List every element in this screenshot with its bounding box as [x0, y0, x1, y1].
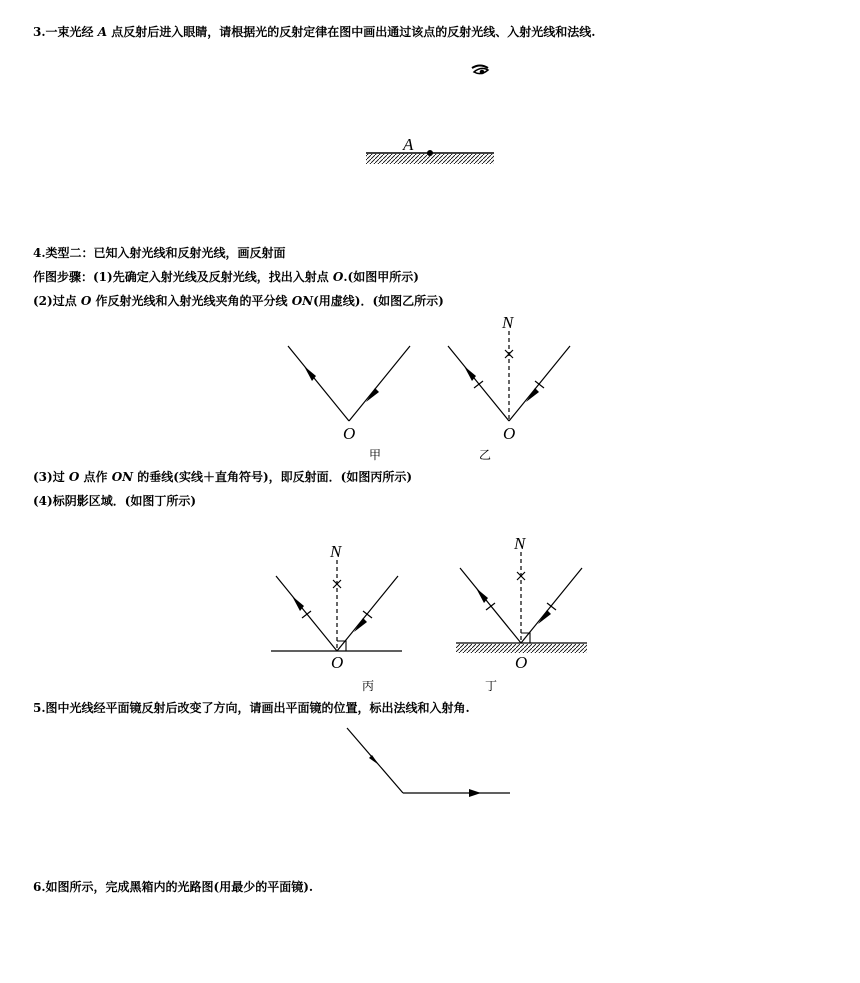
figure-bing — [268, 540, 408, 675]
caption-yi: 乙 — [479, 448, 492, 462]
point-a-label: A — [403, 135, 414, 154]
reflected-arrow — [469, 789, 481, 797]
question-4-title: 4.类型二：已知入射光线和反射光线，画反射面 — [33, 246, 286, 260]
caption-ding: 丁 — [485, 679, 498, 693]
incident-ray — [521, 568, 582, 643]
eye-icon — [472, 66, 488, 75]
figure-q3 — [355, 55, 515, 175]
incident-ray — [509, 346, 570, 421]
normal-label: N — [502, 313, 514, 332]
point-a — [427, 150, 433, 156]
point-o-label: O — [331, 653, 344, 672]
figure-q5 — [340, 720, 520, 805]
question-5-text: 5.图中光线经平面镜反射后改变了方向，请画出平面镜的位置，标出法线和入射角. — [33, 701, 470, 715]
step-3-text: (3)过 O 点作 ON 的垂线(实线＋直角符号)，即反射面．(如图丙所示) — [33, 470, 413, 484]
incident-arrow — [354, 618, 367, 632]
reflected-ray — [288, 346, 349, 421]
caption-bing: 丙 — [362, 679, 375, 693]
reflected-ray — [448, 346, 509, 421]
incident-ray — [337, 576, 398, 651]
point-o-label: O — [515, 653, 528, 672]
step-2-text: (2)过点 O 作反射光线和入射光线夹角的平分线 ON(用虚线)．(如图乙所示) — [33, 294, 444, 308]
incident-ray — [349, 346, 410, 421]
figure-yi — [440, 312, 580, 447]
normal-cross-mark — [505, 350, 513, 358]
mirror-hatching — [456, 644, 587, 653]
question-3-text: 3.一束光经 A 点反射后进入眼睛，请根据光的反射定律在图中画出通过该点的反射光线、入射光线和法线. — [33, 25, 596, 39]
incident-arrow — [526, 388, 539, 402]
question-6-text: 6.如图所示，完成黑箱内的光路图(用最少的平面镜). — [33, 880, 314, 894]
step-4-text: (4)标阴影区域．(如图丁所示) — [33, 494, 197, 508]
step-1-text: 作图步骤：(1)先确定入射光线及反射光线，找出入射点 O.(如图甲所示) — [33, 270, 419, 284]
normal-label: N — [330, 542, 342, 561]
incident-arrow — [369, 755, 379, 765]
reflected-ray — [460, 568, 521, 643]
incident-arrow — [538, 610, 551, 624]
point-o-label: O — [503, 424, 516, 443]
caption-jia: 甲 — [369, 448, 382, 462]
figure-jia — [280, 335, 420, 447]
point-o-label: O — [343, 424, 356, 443]
normal-label: N — [514, 534, 526, 553]
incident-arrow — [366, 388, 379, 402]
reflected-ray — [276, 576, 337, 651]
figure-ding — [452, 532, 592, 672]
